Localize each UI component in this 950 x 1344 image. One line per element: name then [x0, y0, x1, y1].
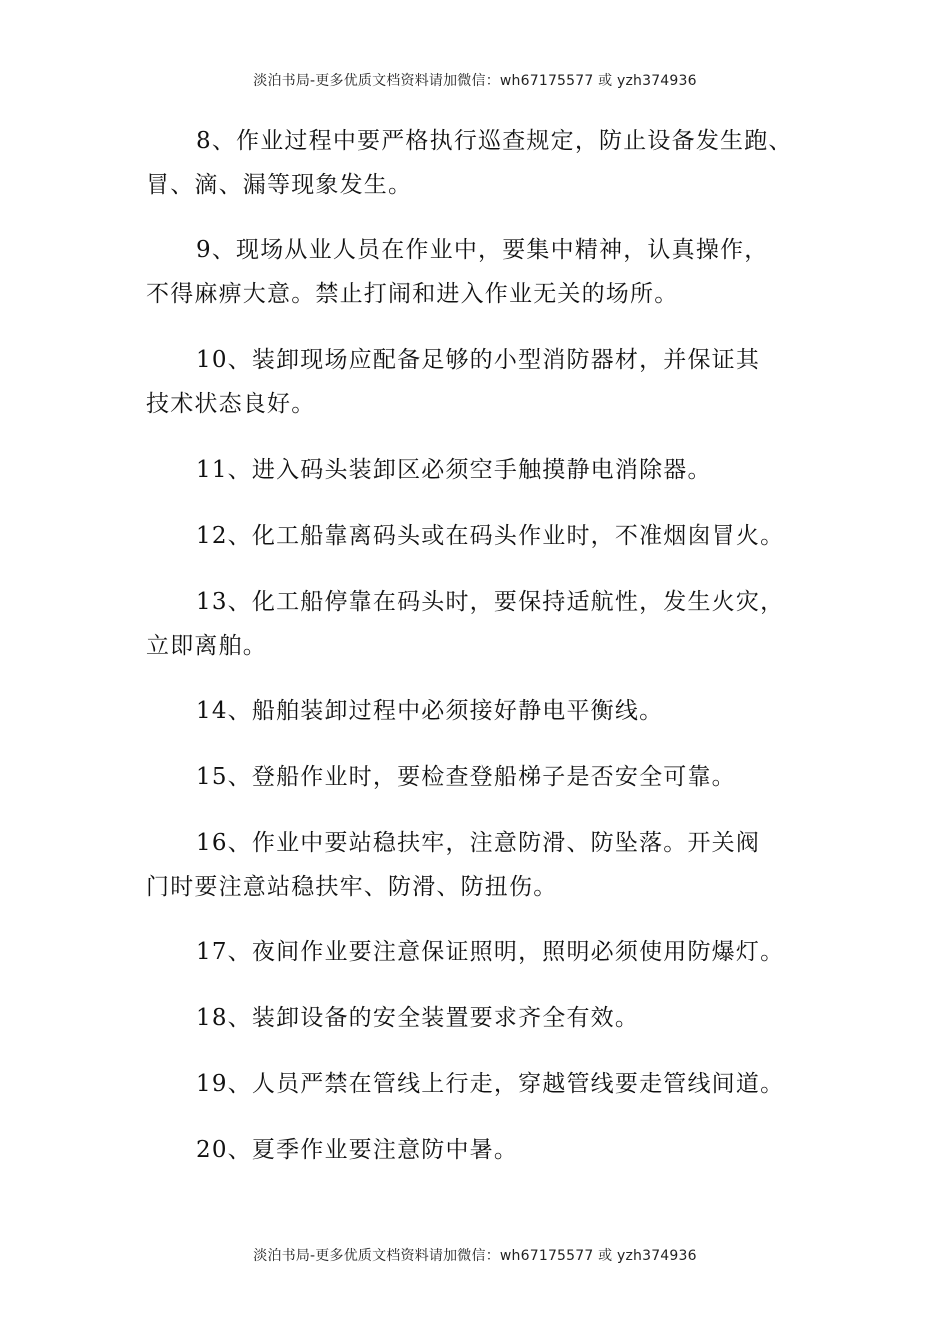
rule-item-16-line-1: 16、作业中要站稳扶牢，注意防滑、防坠落。开关阀	[196, 830, 761, 856]
rule-item-10	[146, 338, 826, 426]
rule-item-9-line-1: 9、现场从业人员在作业中，要集中精神，认真操作，	[196, 237, 769, 263]
rule-item-17	[146, 930, 826, 974]
rule-item-10-line-2: 技术状态良好。	[146, 391, 316, 417]
rule-item-14-line-1: 14、船舶装卸过程中必须接好静电平衡线。	[196, 698, 664, 724]
rule-item-9	[146, 228, 826, 316]
rule-item-8	[146, 119, 826, 207]
rule-item-17-line-1: 17、夜间作业要注意保证照明，照明必须使用防爆灯。	[196, 939, 785, 965]
rule-item-11-line-1: 11、进入码头装卸区必须空手触摸静电消除器。	[196, 457, 712, 483]
rule-item-8-line-2: 冒、滴、漏等现象发生。	[146, 172, 413, 198]
rule-item-15-line-1: 15、登船作业时，要检查登船梯子是否安全可靠。	[196, 764, 736, 790]
rule-item-18-line-1: 18、装卸设备的安全装置要求齐全有效。	[196, 1005, 640, 1031]
rule-item-13-line-1: 13、化工船停靠在码头时，要保持适航性，发生火灾，	[196, 589, 785, 615]
rule-item-14	[146, 689, 826, 733]
rule-item-13	[146, 580, 826, 668]
rule-item-20	[146, 1128, 826, 1172]
rule-item-10-line-1: 10、装卸现场应配备足够的小型消防器材，并保证其	[196, 347, 761, 373]
rule-item-20-line-1: 20、夏季作业要注意防中暑。	[196, 1137, 519, 1163]
rule-item-16	[146, 821, 826, 909]
rule-item-8-line-1: 8、作业过程中要严格执行巡查规定，防止设备发生跑、	[196, 128, 793, 154]
rule-item-18	[146, 996, 826, 1040]
rule-item-12	[146, 514, 826, 558]
rule-item-19	[146, 1062, 826, 1106]
footer-watermark: 淡泊书局-更多优质文档资料请加微信：wh67175577 或 yzh374936	[253, 1248, 697, 1264]
rule-item-12-line-1: 12、化工船靠离码头或在码头作业时，不准烟囱冒火。	[196, 523, 785, 549]
rule-item-19-line-1: 19、人员严禁在管线上行走，穿越管线要走管线间道。	[196, 1071, 785, 1097]
rule-item-16-line-2: 门时要注意站稳扶牢、防滑、防扭伤。	[146, 874, 558, 900]
rule-item-13-line-2: 立即离舶。	[146, 633, 267, 659]
rule-item-11	[146, 448, 826, 492]
rule-item-15	[146, 755, 826, 799]
rule-item-9-line-2: 不得麻痹大意。禁止打闹和进入作业无关的场所。	[146, 281, 679, 307]
header-watermark: 淡泊书局-更多优质文档资料请加微信：wh67175577 或 yzh374936	[253, 73, 697, 89]
